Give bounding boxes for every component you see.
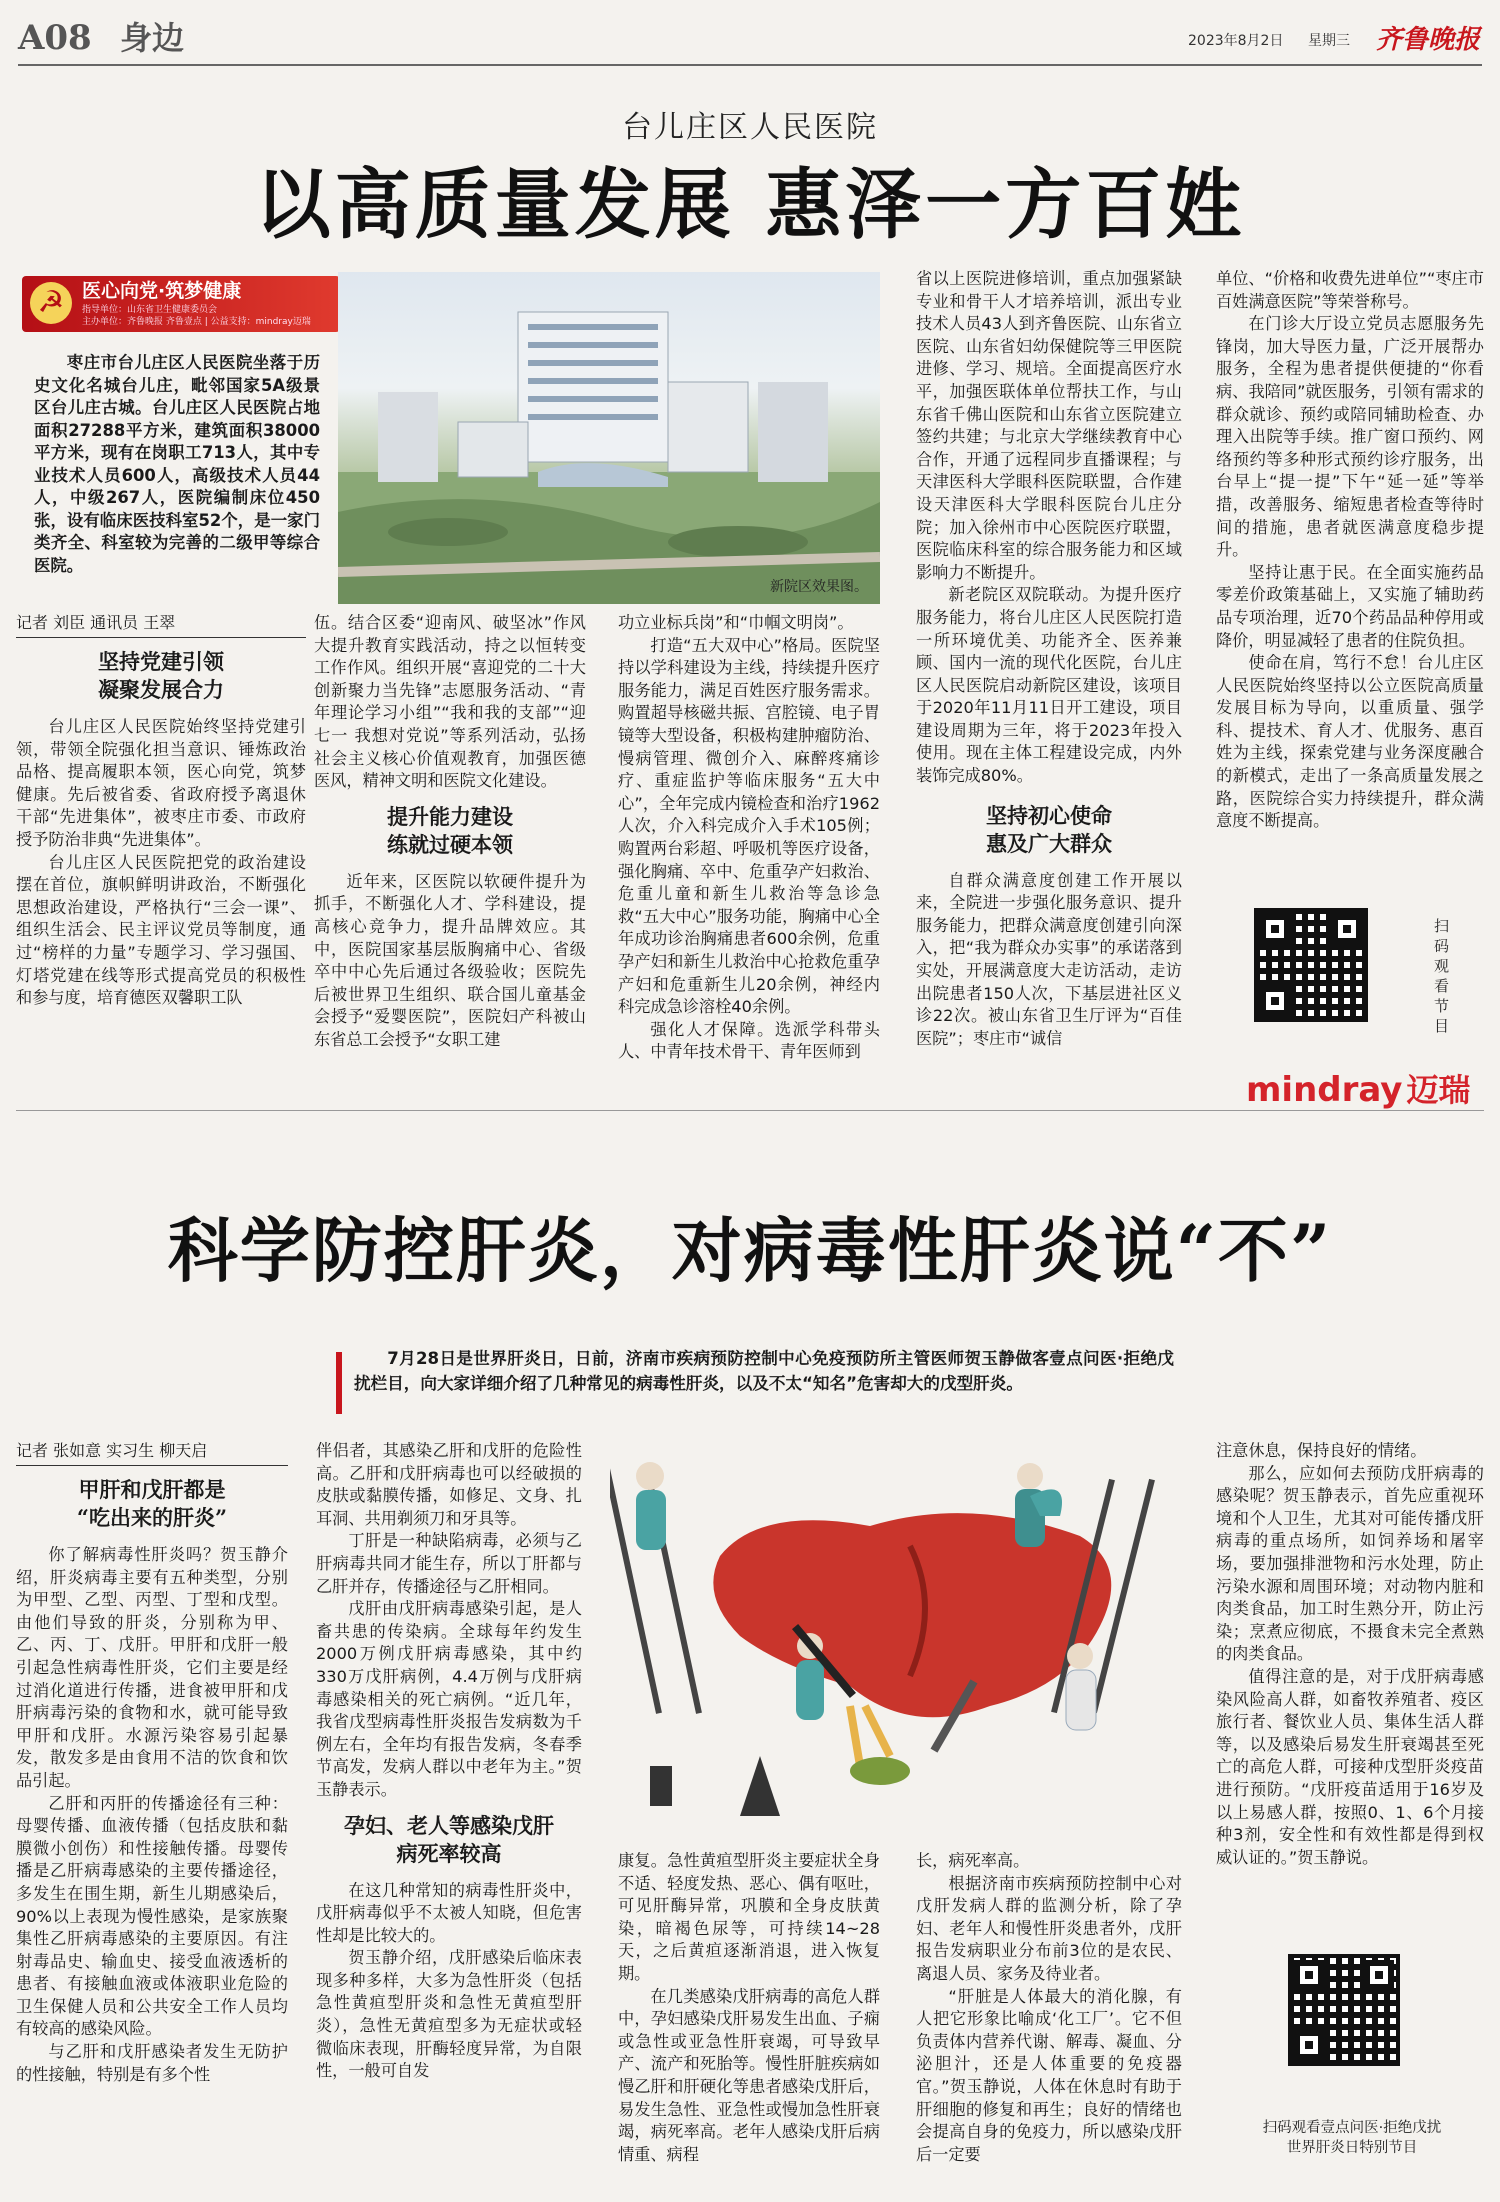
qr-caption-program: 扫码观看节目 (1434, 917, 1450, 1035)
article1-col3: 功立业标兵岗”和“巾帼文明岗”。 打造“五大双中心”格局。医院坚持以学科建设为主线，持续提升医疗服务能力，满足百姓医疗服务需求。购置超导核磁共振、宫腔镜、电子胃镜等大型设备，积极构建肿瘤防治、慢病管理、微创介入、麻醉疼痛诊疗、重症监护等临床服务“五大中心”，全年完成内镜检查和治疗1962人次，介入科完成介入手术105例；购置两台彩超、呼吸机等医疗设备，强化胸痛、卒中、危重孕产妇救治、危重儿童和新生儿救治等急诊急救“五大中心”服务功能，胸痛中心全年成功诊治胸痛患者600余例，危重孕产妇和新生儿救治中心抢救危重孕产妇和危重新生儿20余例，神经内科完成急诊溶栓40余例。 强化人才保障。选派学科带头人、中青年技术骨干、青年医师到 (618, 613, 880, 1062)
mindray-logo: mindray 迈瑞 (1246, 1070, 1471, 1110)
article2-byline: 记者 张如意 实习生 柳天启 (16, 1440, 288, 1466)
badge-line2: 主办单位：齐鲁晚报 齐鲁壹点 | 公益支持：mindray迈瑞 (82, 317, 311, 327)
qr-caption-special-program: 扫码观看壹点问医·拒绝戊扰 世界肝炎日特别节目 (1262, 2120, 1442, 2156)
header-rule (18, 64, 1482, 66)
badge-line1: 指导单位：山东省卫生健康委员会 (82, 305, 218, 315)
hospital-rendering-image (338, 272, 880, 604)
article1-lead: 枣庄市台儿庄区人民医院坐落于历史文化名城台儿庄，毗邻国家5A级景区台儿庄古城。台儿庄区人民医院占地面积27288平方米，建筑面积38000平方米，现有在岗职工713人，其中专业技术人员600人，高级技术人员44人，中级267人，医院编制床位450张，设有临床医技科室52个，是一家门类齐全、科室较为完善的二级甲等综合医院。 (34, 353, 320, 575)
article1-subhead2: 提升能力建设 练就过硬本领 (387, 803, 513, 857)
article2-lead-bar (336, 1352, 342, 1414)
article1-subhead1: 坚持党建引领 凝聚发展合力 (98, 649, 224, 702)
issue-weekday: 星期三 (1308, 33, 1350, 49)
article1-col2: 伍。结合区委“迎南风、破坚冰”作风大提升教育实践活动，持之以恒转变工作作风。组织开展“喜迎党的二十大 创新聚力当先锋”志愿服务活动、“青年理论学习小组”“我和我的支部”“迎七一 我想对党说”等系列活动，弘扬社会主义核心价值观教育，加强医德医风，精神文明和医院文化建设。 提升能力建设 练就过硬本领 近年来，区医院以软硬件提升为抓手，不断强化人才、学科建设，提高核心竞争力，提升品牌效应。其中，医院国家基层版胸痛中心、省级卒中中心先后通过各级验收；医院先后被世界卫生组织、联合国儿童基金会授予“爱婴医院”，医院妇产科被山东省总工会授予“女职工建 (314, 613, 586, 1049)
article1-subhead3: 坚持初心使命 惠及广大群众 (986, 802, 1112, 856)
article2-col1: 记者 张如意 实习生 柳天启 甲肝和戊肝都是 “吃出来的肝炎” 你了解病毒性肝炎吗？贺玉静介绍，肝炎病毒主要有五种类型，分别为甲型、乙型、丙型、丁型和戊型。由他们导致的肝炎，分别称为甲、乙、丙、丁、戊肝。甲肝和戊肝一般引起急性病毒性肝炎，它们主要是经过消化道进行传播，进食被甲肝和戊肝病毒污染的食物和水，就可能导致甲肝和戊肝。水源污染容易引起暴发，散发多是由食用不洁的饮食和饮品引起。 乙肝和丙肝的传播途径有三种：母婴传播、血液传播（包括皮肤和黏膜微小创伤）和性接触传播。母婴传播是乙肝病毒感染的主要传播途径，多发生在围生期，新生儿期感染后，90%以上表现为慢性感染，是家族聚集性乙肝病毒感染的主要原因。有注射毒品史、输血史、接受血液透析的患者、有接触血液或体液职业危险的卫生保健人员和公共安全工作人员均有较高的感染风险。 与乙肝和戊肝感染者发生无防护的性接触，特别是有多个性 (16, 1441, 288, 2084)
qr-code-special-program[interactable] (1288, 1954, 1400, 2066)
image-caption: 新院区效果图。 (770, 579, 868, 595)
campaign-badge (22, 276, 340, 332)
article2-subhead1: 甲肝和戊肝都是 “吃出来的肝炎” (76, 1477, 228, 1530)
article1-col4: 省以上医院进修培训，重点加强紧缺专业和骨干人才培养培训，派出专业技术人员43人到齐鲁医院、山东省立医院、山东省妇幼保健院等三甲医院进修、学习、规培。全面提高医疗水平，加强医联体单位帮扶工作，与山东省千佛山医院和山东省立医院建立签约共建；与北京大学继续教育中心合作，开通了远程同步直播课程；与天津医科大学眼科医院联盟，合作建设天津医科大学眼科医院台儿庄分院；加入徐州市中心医院医疗联盟，医院临床科室的综合服务能力和区域影响力不断提升。 新老院区双院联动。为提升医疗服务能力，将台儿庄区人民医院打造一所环境优美、功能齐全、医养兼顾、国内一流的现代化医院，台儿庄区人民医院启动新院区建设，该项目于2020年11月11日开工建设，项目建设周期为三年，将于2023年投入使用。现在主体工程建设完成，内外装饰完成80%。 坚持初心使命 惠及广大群众 自群众满意度创建工作开展以来，全院进一步强化服务意识、提升服务能力，把群众满意度创建引向深入，把“我为群众办实事”的承诺落到实处，开展满意度大走访活动，走访出院患者150人次，下基层进社区义诊22次。被山东省卫生厅评为“百佳医院”；枣庄市“诚信 (916, 269, 1182, 1048)
article1-col1: 记者 刘臣 通讯员 王翠 坚持党建引领 凝聚发展合力 台儿庄区人民医院始终坚持党建引领，带领全院强化担当意识、锤炼政治品格、提高履职本领，医心向党，筑梦健康。先后被省委、省政府授予离退休干部“先进集体”，被枣庄市委、市政府授予防治非典“先进集体”。 台儿庄区人民医院把党的政治建设摆在首位，旗帜鲜明讲政治，不断强化思想政治建设，严格执行“三会一课”、组织生活会、民主评议党员等制度，通过“榜样的力量”专题学习、学习强国、灯塔党建在线等形式提高党员的积极性和参与度，培育德医双馨职工队 (16, 613, 306, 1008)
article1-byline: 记者 刘臣 通讯员 王翠 (16, 612, 306, 638)
article2-col4: 长，病死率高。 根据济南市疾病预防控制中心对戊肝发病人群的监测分析，除了孕妇、老年人和慢性肝炎患者外，戊肝报告发病职业分布前3位的是农民、离退人员、家务及待业者。 “肝脏是人体最大的消化腺，有人把它形象比喻成‘化工厂’。它不但负责体内营养代谢、解毒、凝血、分泌胆汁，还是人体重要的免疫器官。”贺玉静说，人体在休息时有助于肝细胞的修复和再生；良好的情绪也会提高自身的免疫力，所以感染戊肝后一定要 (916, 1851, 1182, 2164)
page-number: A08 (18, 18, 92, 58)
article2-col2: 伴侣者，其感染乙肝和戊肝的危险性高。乙肝和戊肝病毒也可以经破损的皮肤或黏膜传播，如修足、文身、扎耳洞、共用剃须刀和牙具等。 丁肝是一种缺陷病毒，必须与乙肝病毒共同才能生存，所以丁肝都与乙肝并存，传播途径与乙肝相同。 戊肝由戊肝病毒感染引起，是人畜共患的传染病。全球每年约发生2000万例戊肝病毒感染，其中约330万戊肝病例，4.4万例与戊肝病毒感染相关的死亡病例。“近几年，我省戊型病毒性肝炎报告发病数为千例左右，全年均有报告发病，冬春季节高发，发病人群以中老年为主。”贺玉静表示。 孕妇、老人等感染戊肝 病死率较高 在这几种常知的病毒性肝炎中，戊肝病毒似乎不太被人知晓，但危害性却是比较大的。 贺玉静介绍，戊肝感染后临床表现多种多样，大多为急性肝炎（包括急性黄疸型肝炎和急性无黄疸型肝炎），急性无黄疸型多为无症状或轻微临床表现，肝酶轻度异常，为自限性，一般可自发 (316, 1441, 582, 2081)
article1-kicker: 台儿庄区人民医院 (622, 110, 878, 145)
article-divider (16, 1110, 1484, 1111)
paper-logo: 齐鲁晚报 (1376, 25, 1481, 55)
article1-headline: 以高质量发展 惠泽一方百姓 (254, 160, 1246, 249)
article2-subhead2: 孕妇、老人等感染戊肝 病死率较高 (344, 1812, 554, 1866)
article2-col3: 康复。急性黄疸型肝炎主要症状全身不适、轻度发热、恶心、偶有呕吐，可见肝酶异常，巩膜和全身皮肤黄染，暗褐色尿等，可持续14~28天，之后黄疸逐渐消退，进入恢复期。 在几类感染戊肝病毒的高危人群中，孕妇感染戊肝易发生出血、子痫或急性或亚急性肝衰竭，可导致早产、流产和死胎等。慢性肝脏疾病如慢乙肝和肝硬化等患者感染戊肝后，易发生急性、亚急性或慢加急性肝衰竭，病死率高。老年人感染戊肝后病情重、病程 (618, 1851, 880, 2164)
article2-col5: 注意休息，保持良好的情绪。 那么，应如何去预防戊肝病毒的感染呢？贺玉静表示，首先应重视环境和个人卫生，尤其对可能传播戊肝病毒的重点场所，如饲养场和屠宰场，要加强排泄物和污水处理，防止污染水源和周围环境；对动物内脏和肉类食品，加工时生熟分开，防止污染；烹煮应彻底，不摄食未完全煮熟的肉类食品。 值得注意的是，对于戊肝病毒感染风险高人群，如畜牧养殖者、疫区旅行者、餐饮业人员、集体生活人群等，以及感染后易发生肝衰竭甚至死亡的高危人群，可接种戊型肝炎疫苗进行预防。“戊肝疫苗适用于16岁及以上易感人群，按照0、1、6个月接种3剂，安全性和有效性都是得到权威认证的。”贺玉静说。 (1216, 1441, 1484, 1867)
party-emblem-icon: ☭ (30, 282, 72, 324)
section-name: 身边 (120, 19, 185, 57)
liver-illustration (610, 1436, 1190, 1842)
issue-date: 2023年8月2日 (1188, 33, 1284, 49)
article1-col5: 单位、“价格和收费先进单位”“枣庄市百姓满意医院”等荣誉称号。 在门诊大厅设立党员志愿服务先锋岗，加大导医力量，广泛开展帮办服务，全程为患者提供便捷的“你看病、我陪同”就医服务，引领有需求的群众就诊、预约或陪同辅助检查、办理入出院等手续。推广窗口预约、网络预约等多种形式预约诊疗服务，出台早上“提一提”下午“延一延”等举措，改善服务、缩短患者检查等待时间的措施，患者就医满意度稳步提升。 坚持让惠于民。在全面实施药品零差价政策基础上，又实施了辅助药品专项治理，近70个药品品种停用或降价，明显减轻了患者的住院负担。 使命在肩，笃行不怠！台儿庄区人民医院始终坚持以公立医院高质量发展目标为导向，以重质量、强学科、提技术、育人才、优服务、惠百姓为主线，探索党建与业务深度融合的新模式，走出了一条高质量发展之路，医院综合实力持续提升，群众满意度不断提高。 (1216, 269, 1484, 831)
article2-headline: 科学防控肝炎，对病毒性肝炎说“不” (167, 1209, 1333, 1292)
rendering-graphic (338, 272, 880, 604)
badge-title: 医心向党·筑梦健康 (82, 280, 242, 302)
qr-code-program[interactable] (1254, 908, 1368, 1022)
article2-lead: 7月28日是世界肝炎日，日前，济南市疾病预防控制中心免疫预防所主管医师贺玉静做客壹点问医·拒绝戊扰栏目，向大家详细介绍了几种常见的病毒性肝炎，以及不太“知名”危害却大的戊型肝炎。 (354, 1349, 1174, 1393)
